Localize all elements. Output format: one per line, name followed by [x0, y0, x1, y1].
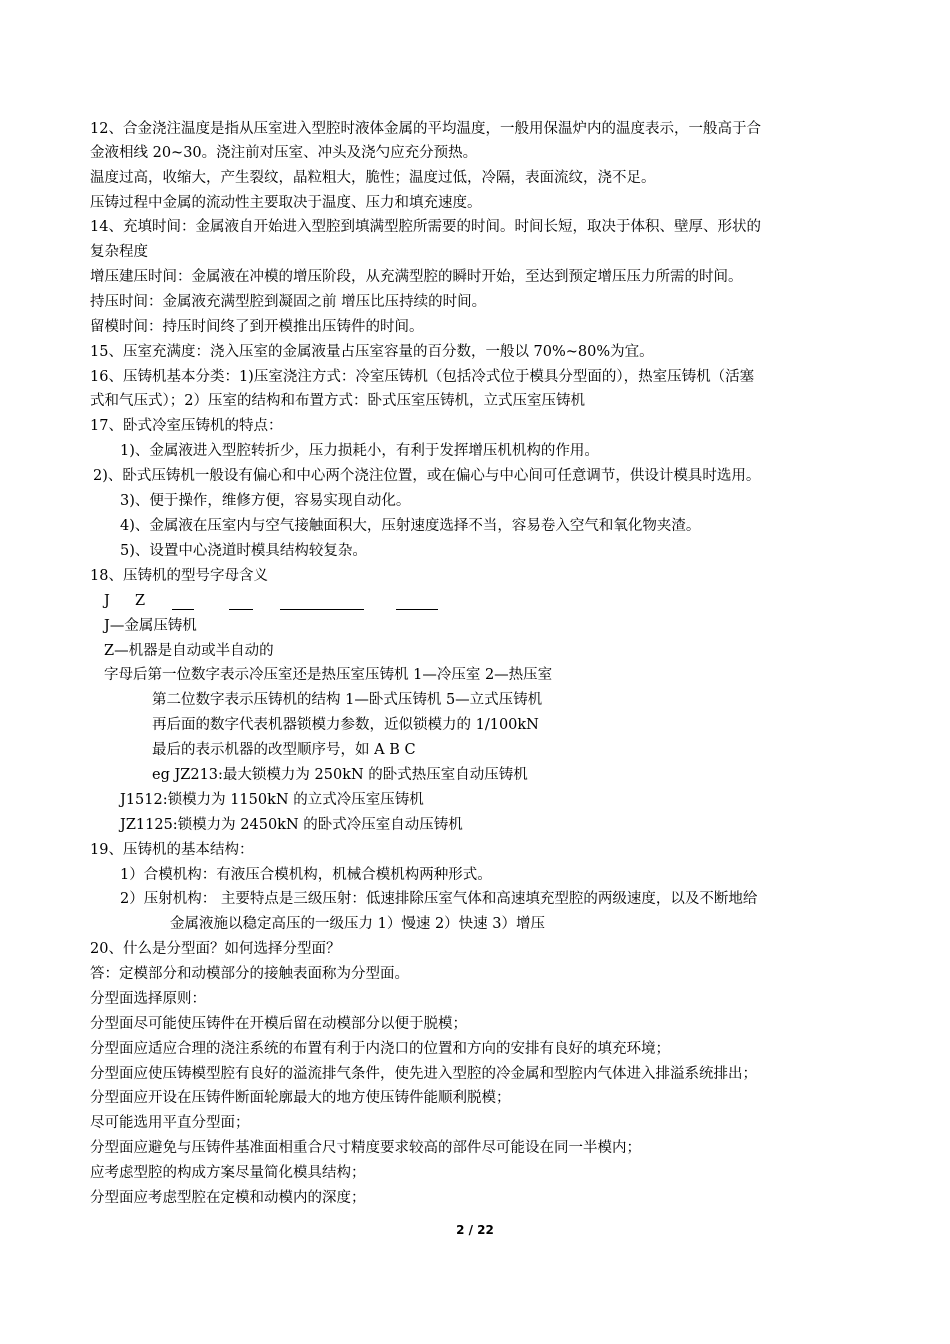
text-line: 式和气压式）；2）压室的结构和布置方式：卧式压室压铸机，立式压室压铸机 — [90, 393, 585, 409]
text-line: 17、卧式冷室压铸机的特点： — [90, 418, 283, 434]
text-line: J1512:锁模力为 1150kN 的立式冷压室压铸机 — [120, 792, 424, 808]
text-line: 持压时间：金属液充满型腔到凝固之前 增压比压持续的时间。 — [90, 294, 487, 310]
text-line: 18、压铸机的型号字母含义 — [90, 568, 268, 584]
text-line: 金液相线 20~30。浇注前对压室、冲头及浇勺应充分预热。 — [90, 145, 478, 161]
blank-line — [229, 595, 253, 610]
text-line: 2）压射机构： 主要特点是三级压射：低速排除压室气体和高速填充型腔的两级速度，以及不断地给 — [120, 891, 758, 907]
text-line: 19、压铸机的基本结构： — [90, 842, 254, 858]
text-line: 留模时间：持压时间终了到开模推出压铸件的时间。 — [90, 319, 424, 335]
text-line: 字母后第一位数字表示冷压室还是热压室压铸机 1—冷压室 2—热压室 — [104, 667, 553, 683]
text-line: 应考虑型腔的构成方案尽量简化模具结构； — [90, 1165, 366, 1181]
text-line: 20、什么是分型面？如何选择分型面？ — [90, 941, 341, 957]
page-number: 2 / 22 — [456, 1223, 494, 1237]
model-letter-j: J — [104, 593, 110, 609]
text-line: Z—机器是自动或半自动的 — [104, 643, 274, 659]
text-line: JZ1125:锁模力为 2450kN 的卧式冷压室自动压铸机 — [120, 817, 463, 833]
text-line: 5)、设置中心浇道时模具结构较复杂。 — [120, 543, 367, 559]
blank-line — [396, 595, 438, 610]
text-line: 增压建压时间：金属液在冲模的增压阶段，从充满型腔的瞬时开始，至达到预定增压压力所需的时间。 — [90, 269, 743, 285]
text-line: J—金属压铸机 — [104, 618, 197, 634]
text-line: eg JZ213:最大锁模力为 250kN 的卧式热压室自动压铸机 — [152, 767, 528, 783]
text-line: 尽可能选用平直分型面； — [90, 1115, 250, 1131]
text-line: 分型面应考虑型腔在定模和动模内的深度； — [90, 1190, 366, 1206]
text-line: 分型面应避免与压铸件基准面相重合尺寸精度要求较高的部件尽可能设在同一半模内； — [90, 1140, 641, 1156]
text-line: 第二位数字表示压铸机的结构 1—卧式压铸机 5—立式压铸机 — [152, 692, 543, 708]
text-line: 分型面选择原则： — [90, 991, 206, 1007]
text-line: 复杂程度 — [90, 244, 148, 260]
text-line: 分型面应开设在压铸件断面轮廓最大的地方使压铸件能顺利脱模； — [90, 1090, 511, 1106]
text-line: 1）合模机构：有液压合模机构，机械合模机构两种形式。 — [120, 867, 492, 883]
text-line: 金属液施以稳定高压的一级压力 1）慢速 2）快速 3）增压 — [170, 916, 546, 932]
text-line: 分型面应适应合理的浇注系统的布置有利于内浇口的位置和方向的安排有良好的填充环境； — [90, 1041, 670, 1057]
text-line: 16、压铸机基本分类：1)压室浇注方式：冷室压铸机（包括冷式位于模具分型面的），热室压铸机（活塞 — [90, 369, 755, 385]
text-line: 14、充填时间：金属液自开始进入型腔到填满型腔所需要的时间。时间长短，取决于体积、壁厚、形状的 — [90, 219, 761, 235]
text-line: 3)、便于操作，维修方便，容易实现自动化。 — [120, 493, 411, 509]
text-line: 1)、金属液进入型腔转折少，压力损耗小，有利于发挥增压机机构的作用。 — [120, 443, 599, 459]
text-line: 12、合金浇注温度是指从压室进入型腔时液体金属的平均温度，一般用保温炉内的温度表示，一般高于合 — [90, 121, 761, 137]
text-line: 最后的表示机器的改型顺序号，如 A B C — [152, 742, 416, 758]
text-line: 答：定模部分和动模部分的接触表面称为分型面。 — [90, 966, 409, 982]
model-letter-z: Z — [135, 593, 146, 609]
text-line: 2)、卧式压铸机一般设有偏心和中心两个浇注位置，或在偏心与中心间可任意调节，供设计模具时选用。 — [93, 468, 761, 484]
text-line: 再后面的数字代表机器锁模力参数，近似锁模力的 1/100kN — [152, 717, 539, 733]
text-line: 15、压室充满度：浇入压室的金属液量占压室容量的百分数，一般以 70%~80%为宜。 — [90, 344, 654, 360]
text-line: 分型面尽可能使压铸件在开模后留在动模部分以便于脱模； — [90, 1016, 467, 1032]
text-line: 4)、金属液在压室内与空气接触面积大，压射速度选择不当，容易卷入空气和氧化物夹渣。 — [120, 518, 701, 534]
text-line: 温度过高，收缩大，产生裂纹，晶粒粗大，脆性；温度过低，冷隔，表面流纹，浇不足。 — [90, 170, 656, 186]
text-line: 压铸过程中金属的流动性主要取决于温度、压力和填充速度。 — [90, 195, 482, 211]
blank-line — [280, 595, 364, 610]
text-line: 分型面应使压铸模型腔有良好的溢流排气条件，使先进入型腔的冷金属和型腔内气体进入排溢系统排出； — [90, 1066, 757, 1082]
blank-line — [172, 595, 194, 610]
